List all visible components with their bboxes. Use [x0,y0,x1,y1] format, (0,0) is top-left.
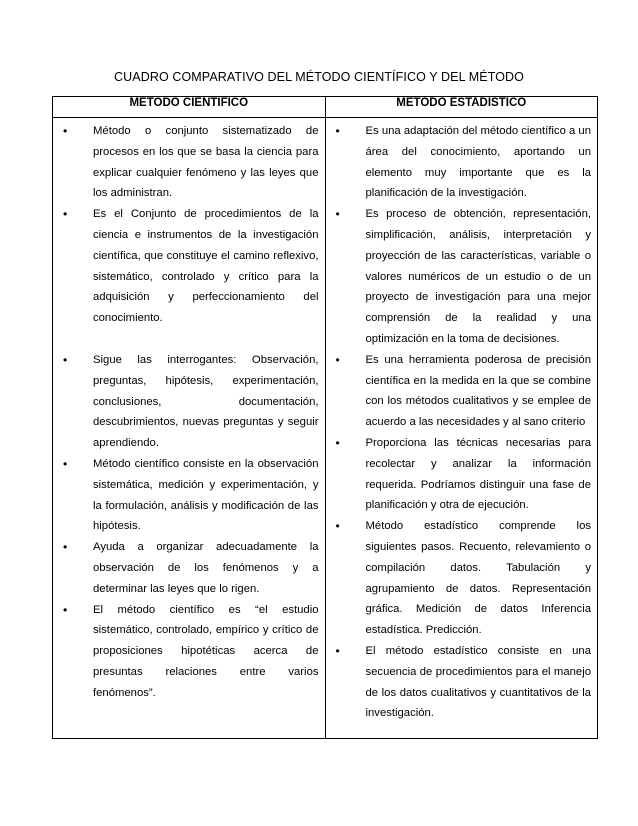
list-item: • Es una adaptación del método científico a un área del conocimiento, aportando un elemento muy importante que es la planificación de la investigación. [332,121,592,204]
table-header-row [53,97,598,118]
list-item: • Método científico consiste en la observación sistemática, medición y experimentación, y la formulación, análisis y modificación de las hipótesis. [59,454,319,537]
list-item: • Proporciona las técnicas necesarias para recolectar y analizar la información requerida. Podríamos distinguir una fase de planificación y otra de ejecución. [332,433,592,516]
list-item: • Método estadístico comprende los siguientes pasos. Recuento, relevamiento o compilación datos. Tabulación y agrupamiento de datos. Representación gráfica. Medición de datos Inferencia estadística. Predicción. [332,516,592,641]
table-row [53,118,598,739]
list-item: • Ayuda a organizar adecuadamente la observación de los fenómenos y a determinar las leyes que lo rigen. [59,537,319,599]
list-item: • Es el Conjunto de procedimientos de la ciencia e instrumentos de la investigación científica, que constituye el camino reflexivo, sistemático, controlado y crítico para la adquisición y perfeccionamiento del conocimiento. [59,204,319,329]
comparison-table [52,96,598,739]
list-item: • El método científico es “el estudio sistemático, controlado, empírico y crítico de proposiciones hipotéticas acerca de presuntas relaciones entre varios fenómenos”. [59,600,319,704]
document-title: CUADRO COMPARATIVO DEL MÉTODO CIENTÍFICO Y DEL MÉTODO [114,70,524,84]
header-metodo-cientifico: METODO CIENTIFICO [53,97,326,118]
cell-metodo-estadistico [325,118,598,739]
list-item: • Es proceso de obtención, representación, simplificación, análisis, interpretación y proyección de las características, variable o valores numéricos de un estudio o de un proyecto de investigación para una mejor comprensión de la realidad y una optimización en la toma de decisiones. [332,204,592,350]
list-item: • Sigue las interrogantes: Observación, preguntas, hipótesis, experimentación, conclusiones, documentación, descubrimientos, nuevas preguntas y seguir aprendiendo. [59,350,319,454]
list-metodo-cientifico [59,121,319,704]
cell-metodo-cientifico [53,118,326,739]
list-item: • Método o conjunto sistematizado de procesos en los que se basa la ciencia para explicar cualquier fenómeno y las leyes que los administran. [59,121,319,204]
list-item: • El método estadístico consiste en una secuencia de procedimientos para el manejo de los datos cualitativos y cuantitativos de la investigación. [332,641,592,724]
header-metodo-estadistico: METODO ESTADISTICO [325,97,598,118]
list-metodo-estadistico [332,121,592,724]
list-item: • Es una herramienta poderosa de precisión científica en la medida en la que se combine con los métodos cualitativos y se emplee de acuerdo a las necesidades y al sano criterio [332,350,592,433]
